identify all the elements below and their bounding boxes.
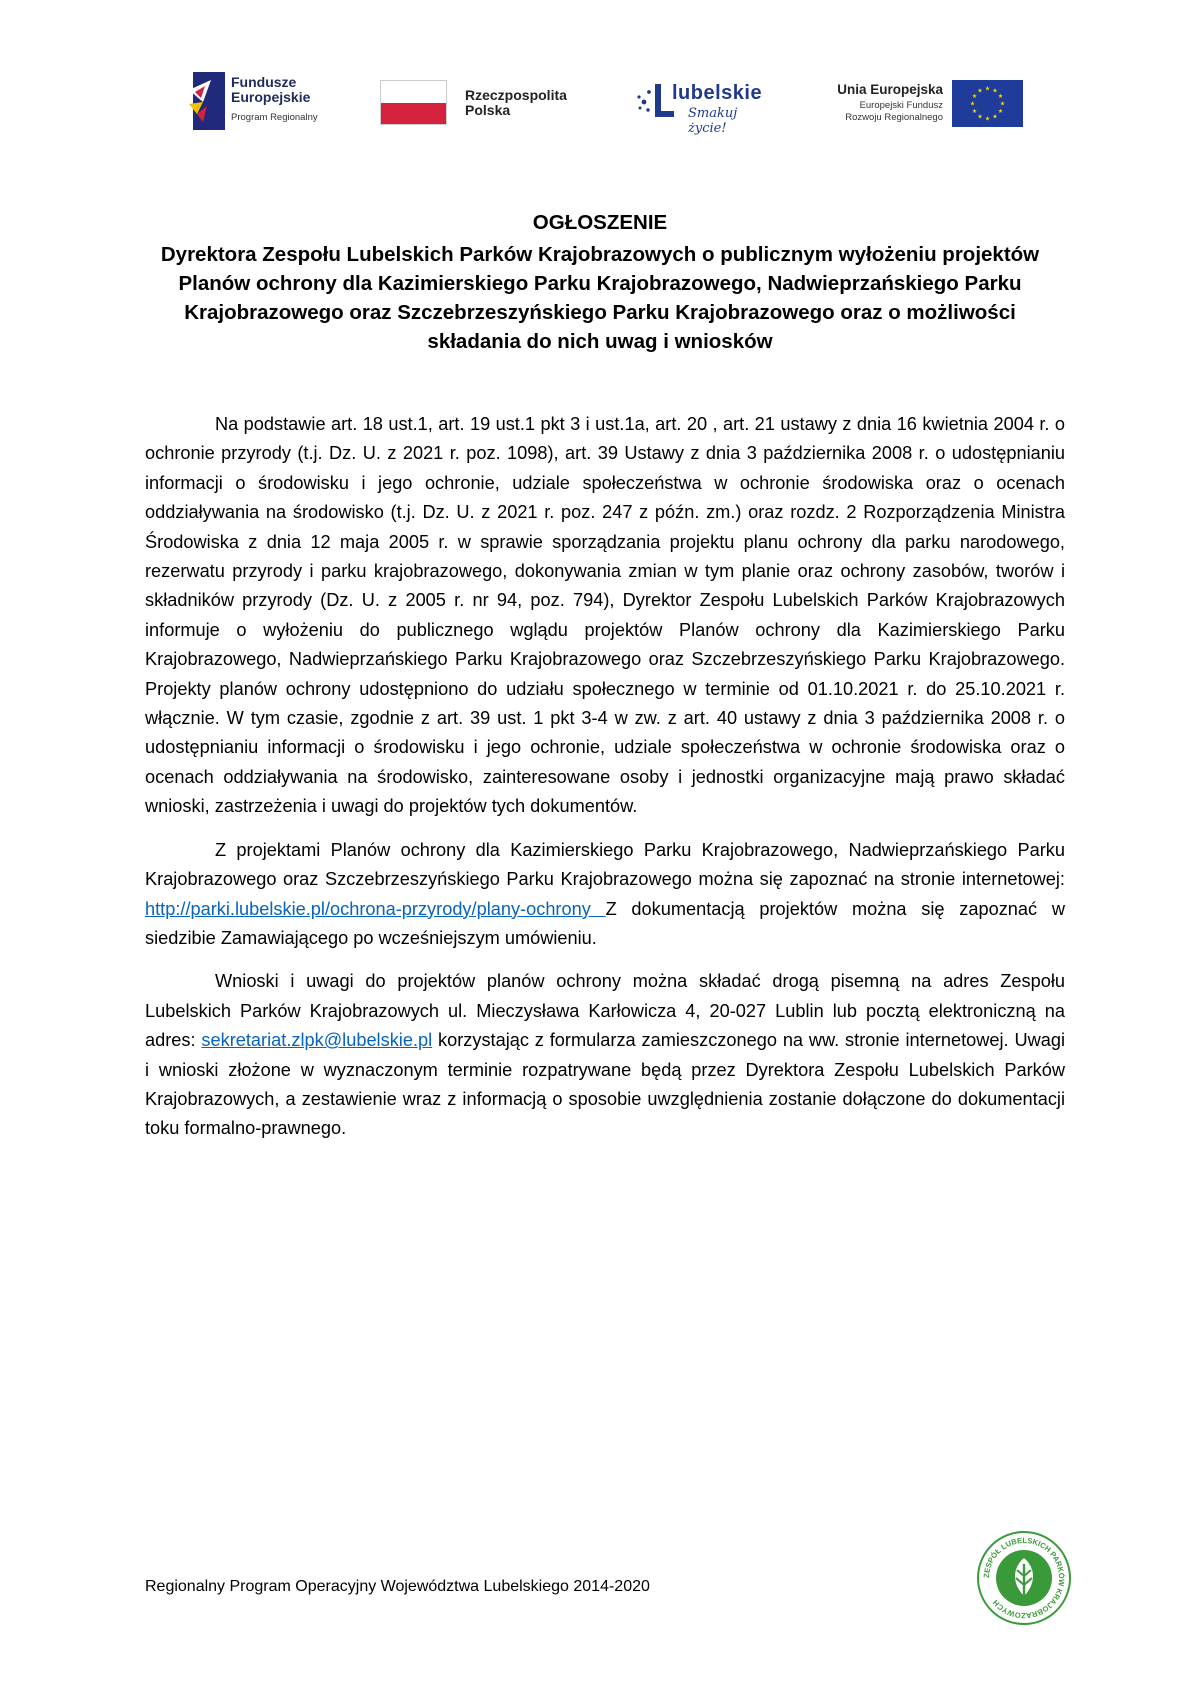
eu-star-icon — [972, 109, 977, 113]
eu-star-icon — [993, 88, 998, 92]
paragraph-documents: Z projektami Planów ochrony dla Kazimierskiego Parku Krajobrazowego, Nadwieprzańskiego Parku Krajobrazowego oraz Szczebrzeszyńskiego Parku Krajobrazowego można się zapoznać na stronie internetowej: http://parki.lubelskie.pl/ochrona-przyrody/plany-ochrony Z dokumentacją projektów można się zapoznać w siedzibie Zamawiającego po wcześniejszym umówieniu. — [145, 839, 1065, 948]
zlpk-ring-text: ZESPÓŁ LUBELSKICH PARKÓW KRAJOBRAZOWYCH — [981, 1535, 1067, 1621]
lubelskie-name: lubelskie — [672, 82, 763, 104]
plans-website-link[interactable]: http://parki.lubelskie.pl/ochrona-przyrody/plany-ochrony — [145, 898, 606, 919]
footer-program-label: Regionalny Program Operacyjny Województwa Lubelskiego 2014-2020 — [145, 1578, 650, 1595]
zlpk-tree-icon — [976, 1530, 1072, 1626]
eu-star-icon — [972, 94, 977, 98]
polish-flag-icon — [380, 80, 447, 125]
eu-star-icon — [985, 86, 990, 90]
email-link[interactable]: sekretariat.zlpk@lubelskie.pl — [201, 1030, 433, 1051]
lubelskie-icon — [636, 80, 676, 124]
eu-star-icon — [998, 109, 1003, 113]
fundusze-europejskie-logo — [189, 72, 339, 134]
rzeczpospolita-polska-logo — [380, 80, 590, 128]
zlpk-logo — [976, 1530, 1072, 1626]
unia-europejska-name: Unia Europejska — [837, 82, 943, 97]
eu-star-icon — [993, 114, 998, 118]
fundusze-europejskie-name: Fundusze Europejskie — [231, 74, 311, 105]
lubelskie-slogan: Smakuj życie! — [688, 106, 738, 136]
eu-star-icon — [970, 101, 975, 105]
rzeczpospolita-polska-name: Rzeczpospolita Polska — [465, 87, 567, 118]
announcement-body — [145, 410, 1065, 1158]
eu-star-icon — [985, 116, 990, 120]
paragraph-legal-basis: Na podstawie art. 18 ust.1, art. 19 ust.1 pkt 3 i ust.1a, art. 20 , art. 21 ustawy z dnia 16 kwietnia 2004 r. o ochronie przyrody (t.j. Dz. U. z 2021 r. poz. 1098), art. 39 Ustawy z dnia 3 października 2008 r. o udostępnianiu informacji o środowisku i jego ochronie, udziale społeczeństwa w ochronie środowiska oraz o ocenach oddziaływania na środowisko (t.j. Dz. U. z 2021 r. poz. 247 z późn. zm.) oraz rozdz. 2 Rozporządzenia Ministra Środowiska z dnia 12 maja 2005 r. w sprawie sporządzania projektu planu ochrony dla parku narodowego, rezerwatu przyrody i parku krajobrazowego, dokonywania zmian w tym planie oraz ochrony zasobów, tworów i składników przyrody (Dz. U. z 2005 r. nr 94, poz. 794), Dyrektor Zespołu Lubelskich Parków Krajobrazowych informuje o wyłożeniu do publicznego wglądu projektów Planów ochrony dla Kazimierskiego Parku Krajobrazowego, Nadwieprzańskiego Parku Krajobrazowego oraz Szczebrzeszyńskiego Parku Krajobrazowego. Projekty planów ochrony udostępniono do udziału społecznego w terminie od 01.10.2021 r. do 25.10.2021 r. włącznie. W tym czasie, zgodnie z art. 39 ust. 1 pkt 3-4 w zw. z art. 40 ustawy z dnia 3 października 2008 r. o udostępnianiu informacji o środowisku i jego ochronie, udziale społeczeństwa w ochronie środowiska oraz o ocenach oddziaływania na środowisko, zainteresowane osoby i jednostki organizacyjne mają prawo składać wnioski, zastrzeżenia i uwagi do projektów tych dokumentów. — [145, 414, 1065, 817]
unia-europejska-logo — [825, 80, 1035, 128]
eu-star-icon — [978, 88, 983, 92]
eu-star-icon — [1000, 101, 1005, 105]
logo-bar — [0, 0, 1200, 140]
paragraph-submission: Wnioski i uwagi do projektów planów ochrony można składać drogą pisemną na adres Zespołu Lubelskich Parków Krajobrazowych ul. Mieczysława Karłowicza 4, 20-027 Lublin lub pocztą elektroniczną na adres: sekretariat.zlpk@lubelskie.pl korzystając z formularza zamieszczonego na ww. stronie internetowej. Uwagi i wnioski złożone w wyznaczonym terminie rozpatrywane będą przez Dyrektora Zespołu Lubelskich Parków Krajobrazowych, a zestawienie wraz z informacją o sposobie uwzględnienia zostanie dołączone do dokumentacji toku formalno-prawnego. — [145, 971, 1065, 1139]
program-regionalny-label: Program Regionalny — [231, 112, 318, 123]
lubelskie-logo — [636, 78, 776, 136]
eu-star-icon — [978, 114, 983, 118]
page-title: OGŁOSZENIE — [532, 211, 668, 234]
announcement-subtitle: Dyrektora Zespołu Lubelskich Parków Krajobrazowych o publicznym wyłożeniu projektów Planów ochrony dla Kazimierskiego Parku Krajobrazowego, Nadwieprzańskiego Parku Krajobrazowego oraz Szczebrzeszyńskiego Parku Krajobrazowego oraz o możliwości składania do nich uwag i wniosków — [160, 243, 1040, 353]
eu-flag-icon — [952, 80, 1023, 127]
eu-star-icon — [998, 94, 1003, 98]
announcement-heading — [140, 208, 1060, 356]
efrr-label: Europejski Fundusz Rozwoju Regionalnego — [845, 100, 943, 123]
fundusze-europejskie-icon — [189, 72, 225, 130]
